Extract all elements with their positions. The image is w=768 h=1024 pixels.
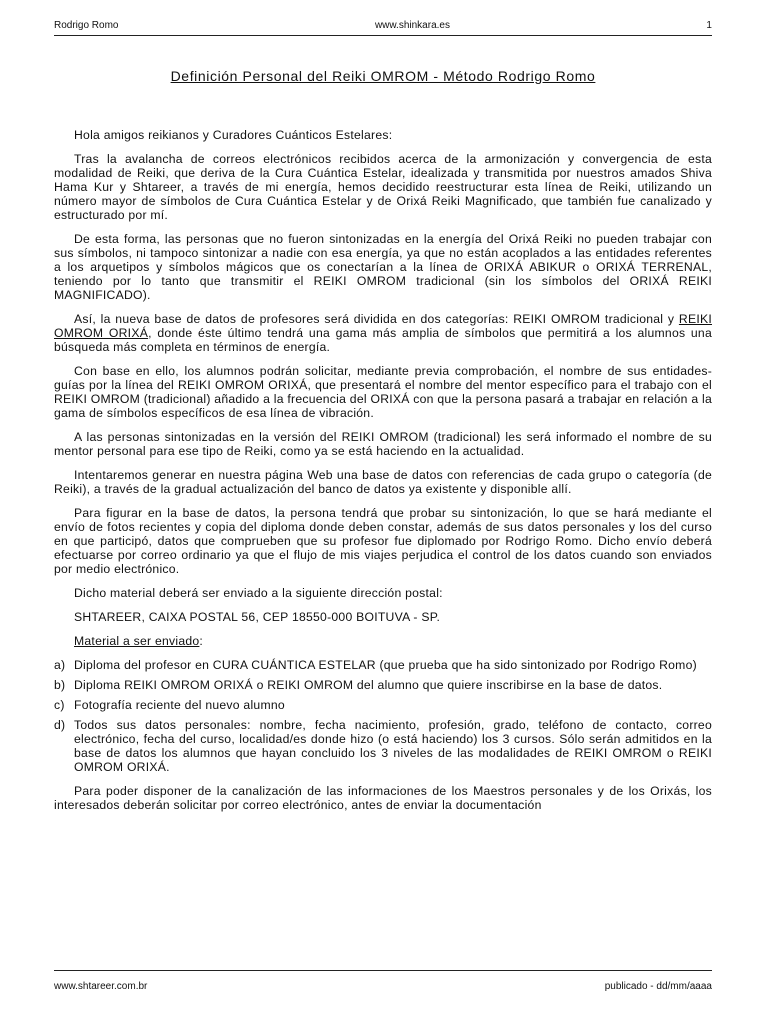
header-site: www.shinkara.es (374, 20, 450, 31)
postal-address: SHTAREER, CAIXA POSTAL 56, CEP 18550-000 BOITUVA - SP. (74, 610, 441, 624)
list-item-text: Diploma del profesor en CURA CUÁNTICA ESTELAR (que prueba que ha sido sintonizado por Rodrigo Romo) (74, 658, 697, 672)
list-item-text: Diploma REIKI OMROM ORIXÁ o REIKI OMROM del alumno que quiere inscribirse en la base de datos. (74, 678, 663, 692)
list-item (54, 718, 712, 774)
page-footer (54, 970, 712, 992)
list-marker: d) (54, 718, 66, 732)
header-author: Rodrigo Romo (54, 20, 119, 31)
list-item (54, 658, 712, 672)
list-item (54, 678, 712, 692)
paragraph-requirements: Para figurar en la base de datos, la persona tendrá que probar su sintonización, lo que se hará mediante el envío de fotos recientes y copia del diploma donde deben constar, además de sus datos personales y los del curso en que participó, datos que comprueben que su profesor fue diplomado por Rodrigo Romo. Dicho envío deberá efectuarse por correo ordinario ya que el flujo de mis viajes perjudica el control de los datos cuando son enviados por medio electrónico. (54, 506, 712, 576)
list-item (54, 698, 712, 712)
material-heading-line (54, 634, 712, 648)
page-header (54, 20, 712, 36)
material-heading-colon: : (199, 634, 204, 648)
list-item-text: Todos sus datos personales: nombre, fecha nacimiento, profesión, grado, teléfono de contacto, correo electrónico, fecha del curso, localidad/es donde hizo (o está haciendo) los 3 cursos. Sólo serán admitidos en la base de datos los alumnos que hayan concluido los 3 niveles de las modalidades de REIKI OMROM o REIKI OMROM ORIXÁ. (74, 718, 712, 774)
document-body (54, 128, 712, 822)
footer-site: www.shtareer.com.br (54, 981, 148, 992)
paragraph-address-intro: Dicho material deberá ser enviado a la siguiente dirección postal: (74, 586, 443, 600)
list-item-text: Fotografía reciente del nuevo alumno (74, 698, 285, 712)
paragraph-categories-text-after: , donde éste último tendrá una gama más amplia de símbolos que permitirá a los alumnos una búsqueda más completa en términos de energía. (54, 326, 712, 354)
paragraph-final: Para poder disponer de la canalización de las informaciones de los Maestros personales y de los Orixás, los interesados deberán solicitar por correo electrónico, antes de enviar la documentación (54, 784, 712, 812)
list-marker: b) (54, 678, 66, 692)
document-title-container (54, 68, 712, 84)
material-heading: Material a ser enviado (74, 634, 200, 648)
material-list (54, 658, 712, 774)
paragraph-categories-text-before: Así, la nueva base de datos de profesores será dividida en dos categorías: REIKI OMROM tradicional y (74, 312, 679, 326)
paragraph-entities: Con base en ello, los alumnos podrán solicitar, mediante previa comprobación, el nombre de sus entidades-guías por la línea del REIKI OMROM ORIXÁ, que presentará el nombre del mentor específico para el trabajo con el REIKI OMROM (tradicional) añadido a la frecuencia del ORIXÁ con que la persona pasará a trabajar en relación a la gama de símbolos específicos de esa línea de vibración. (54, 364, 712, 420)
page-number: 1 (706, 20, 712, 31)
footer-published: publicado - dd/mm/aaaa (604, 981, 712, 992)
paragraph-greeting: Hola amigos reikianos y Curadores Cuánticos Estelares: (74, 128, 393, 142)
paragraph-web-database: Intentaremos generar en nuestra página Web una base de datos con referencias de cada grupo o categoría (de Reiki), a través de la gradual actualización del banco de datos ya existente y disponible allí. (54, 468, 712, 496)
document-title: Definición Personal del Reiki OMROM - Método Rodrigo Romo (170, 68, 596, 84)
reiki-omrom-orixa-link[interactable]: REIKI OMROM ORIXÁ (54, 312, 712, 340)
list-marker: c) (54, 698, 65, 712)
paragraph-tuned: A las personas sintonizadas en la versión del REIKI OMROM (tradicional) les será informado el nombre de su mentor personal para ese tipo de Reiki, como ya se está haciendo en la actualidad. (54, 430, 712, 458)
paragraph-categories (54, 312, 712, 354)
paragraph-intro: Tras la avalancha de correos electrónicos recibidos acerca de la armonización y convergencia de esta modalidad de Reiki, que deriva de la Cura Cuántica Estelar, idealizada y transmitida por nuestros amados Shiva Hama Kur y Shtareer, a través de mi energía, hemos decidido reestructurar esta línea de Reiki, utilizando un número mayor de símbolos de Cura Cuántica Estelar y de Orixá Reiki Magnificado, que también fue canalizado y estructurado por mí. (54, 152, 712, 222)
list-marker: a) (54, 658, 66, 672)
paragraph-orixa: De esta forma, las personas que no fueron sintonizadas en la energía del Orixá Reiki no pueden trabajar con sus símbolos, ni tampoco sintonizar a nadie con esa energía, ya que no están acoplados a las entidades referentes a los arquetipos y símbolos mágicos que os conectarían a la línea de ORIXÁ ABIKUR o ORIXÁ TERRENAL, teniendo por lo tanto que transmitir el REIKI OMROM tradicional (sin los símbolos del ORIXÁ REIKI MAGNIFICADO). (54, 232, 712, 302)
